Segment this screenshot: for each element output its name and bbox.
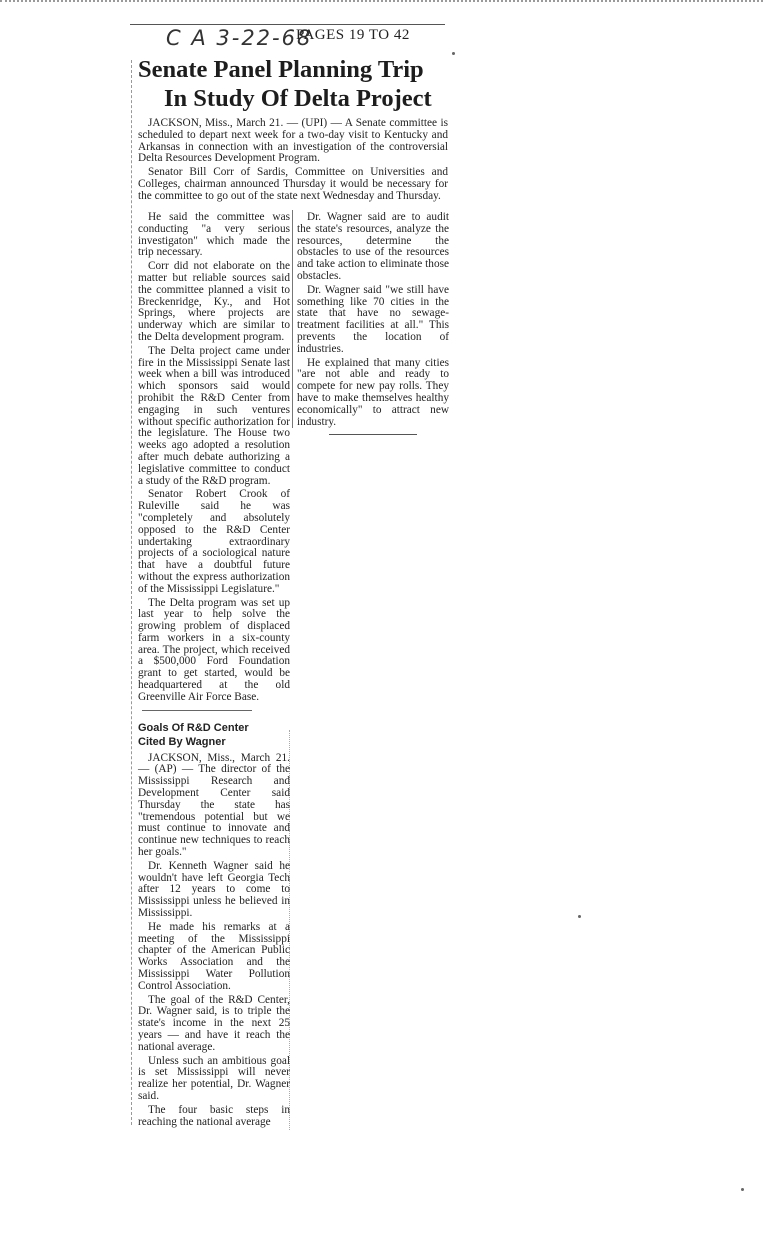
sidebar-paragraph: Unless such an ambitious goal is set Mississippi will never realize her potential, Dr. Wagner said. bbox=[138, 1054, 290, 1102]
sidebar-paragraph: The goal of the R&D Center, Dr. Wagner said, is to triple the state's income in the next 25 years — and have it reach the national average. bbox=[138, 993, 290, 1053]
headline-line-2: In Study Of Delta Project bbox=[164, 85, 432, 112]
body-paragraph: The Delta project came under fire in the Mississippi Senate last week when a bill was introduced which sponsors said would prohibit the R&D Center from engaging in such ventures without specific authorization for the legislature. The House two weeks ago adopted a resolution after much debate authorizing a legislative committee to conduct a study of the R&D program. bbox=[138, 344, 290, 487]
article-lead bbox=[138, 118, 448, 205]
clipping-top-rule bbox=[130, 24, 445, 25]
handwritten-date-note: C A 3-22-68 bbox=[166, 26, 313, 50]
article-end-rule bbox=[329, 434, 417, 435]
body-paragraph: Corr did not elaborate on the matter but reliable sources said the committee planned a visit to Breckenridge, Ky., and Hot Springs, where projects are underway which are similar to the Delta development program. bbox=[138, 260, 290, 343]
subhead-line-1: Goals Of R&D Center bbox=[138, 721, 249, 734]
scan-top-perforation bbox=[0, 0, 763, 8]
sidebar-paragraph: JACKSON, Miss., March 21. — (AP) — The director of the Mississippi Research and Development Center said Thursday the state has "tremendous potential but we must continue to innovate and continue new techniques to reach her goals." bbox=[138, 751, 290, 859]
scan-speck bbox=[452, 52, 455, 55]
scan-speck bbox=[741, 1188, 744, 1191]
body-paragraph: Dr. Wagner said "we still have something like 70 cities in the state that have no sewage-treatment facilities at all." This prevents the location of industries. bbox=[297, 283, 449, 355]
body-paragraph: Senator Robert Crook of Ruleville said he was "completely and absolutely opposed to the R&D Center undertaking extraordinary projects of a sociological nature that have a doubtful future without the express authorization of the Mississippi Legislature." bbox=[138, 488, 290, 595]
clipping-left-edge bbox=[131, 60, 132, 1125]
lead-paragraph: Senator Bill Corr of Sardis, Committee on Universities and Colleges, chairman announced Thursday it would be necessary for the committee to go out of the state next Wednesday and Thursday. bbox=[138, 166, 448, 202]
sidebar-paragraph: Dr. Kenneth Wagner said he wouldn't have left Georgia Tech after 12 years to come to Mississippi unless he believed in Mississippi. bbox=[138, 859, 290, 920]
pages-label: PAGES 19 TO 42 bbox=[296, 27, 410, 43]
section-divider bbox=[142, 710, 252, 711]
headline-line-1: Senate Panel Planning Trip bbox=[138, 56, 424, 83]
sidebar-subhead bbox=[138, 721, 290, 749]
lead-paragraph: JACKSON, Miss., March 21. — (UPI) — A Senate committee is scheduled to depart next week for a two-day visit to Kentucky and Arkansas in connection with an investigation of the controversial Delta Resources Development Program. bbox=[138, 117, 448, 165]
body-paragraph: Dr. Wagner said are to audit the state's resources, analyze the resources, determine the obstacles to use of the resources and take action to eliminate those obstacles. bbox=[297, 211, 449, 282]
column-rule bbox=[292, 210, 293, 428]
right-column bbox=[297, 212, 449, 435]
article-headline bbox=[138, 55, 458, 113]
body-paragraph: He explained that many cities "are not able and ready to compete for new pay rolls. They have to make themselves healthy economically" to attract new industry. bbox=[297, 356, 449, 428]
subhead-line-2: Cited By Wagner bbox=[138, 735, 226, 748]
left-column bbox=[138, 212, 290, 1130]
sidebar-paragraph: He made his remarks at a meeting of the Mississippi chapter of the American Public Works Association and the Mississippi Water Pollution Control Association. bbox=[138, 920, 290, 992]
scan-speck bbox=[578, 915, 581, 918]
sidebar-paragraph: The four basic steps in reaching the national average bbox=[138, 1103, 290, 1128]
body-paragraph: The Delta program was set up last year to help solve the growing problem of displaced farm workers in a six-county area. The project, which received a $500,000 Ford Foundation grant to get started, would be headquartered at the old Greenville Air Force Base. bbox=[138, 596, 290, 703]
body-paragraph: He said the committee was conducting "a very serious investigaton" which made the trip necessary. bbox=[138, 211, 290, 259]
